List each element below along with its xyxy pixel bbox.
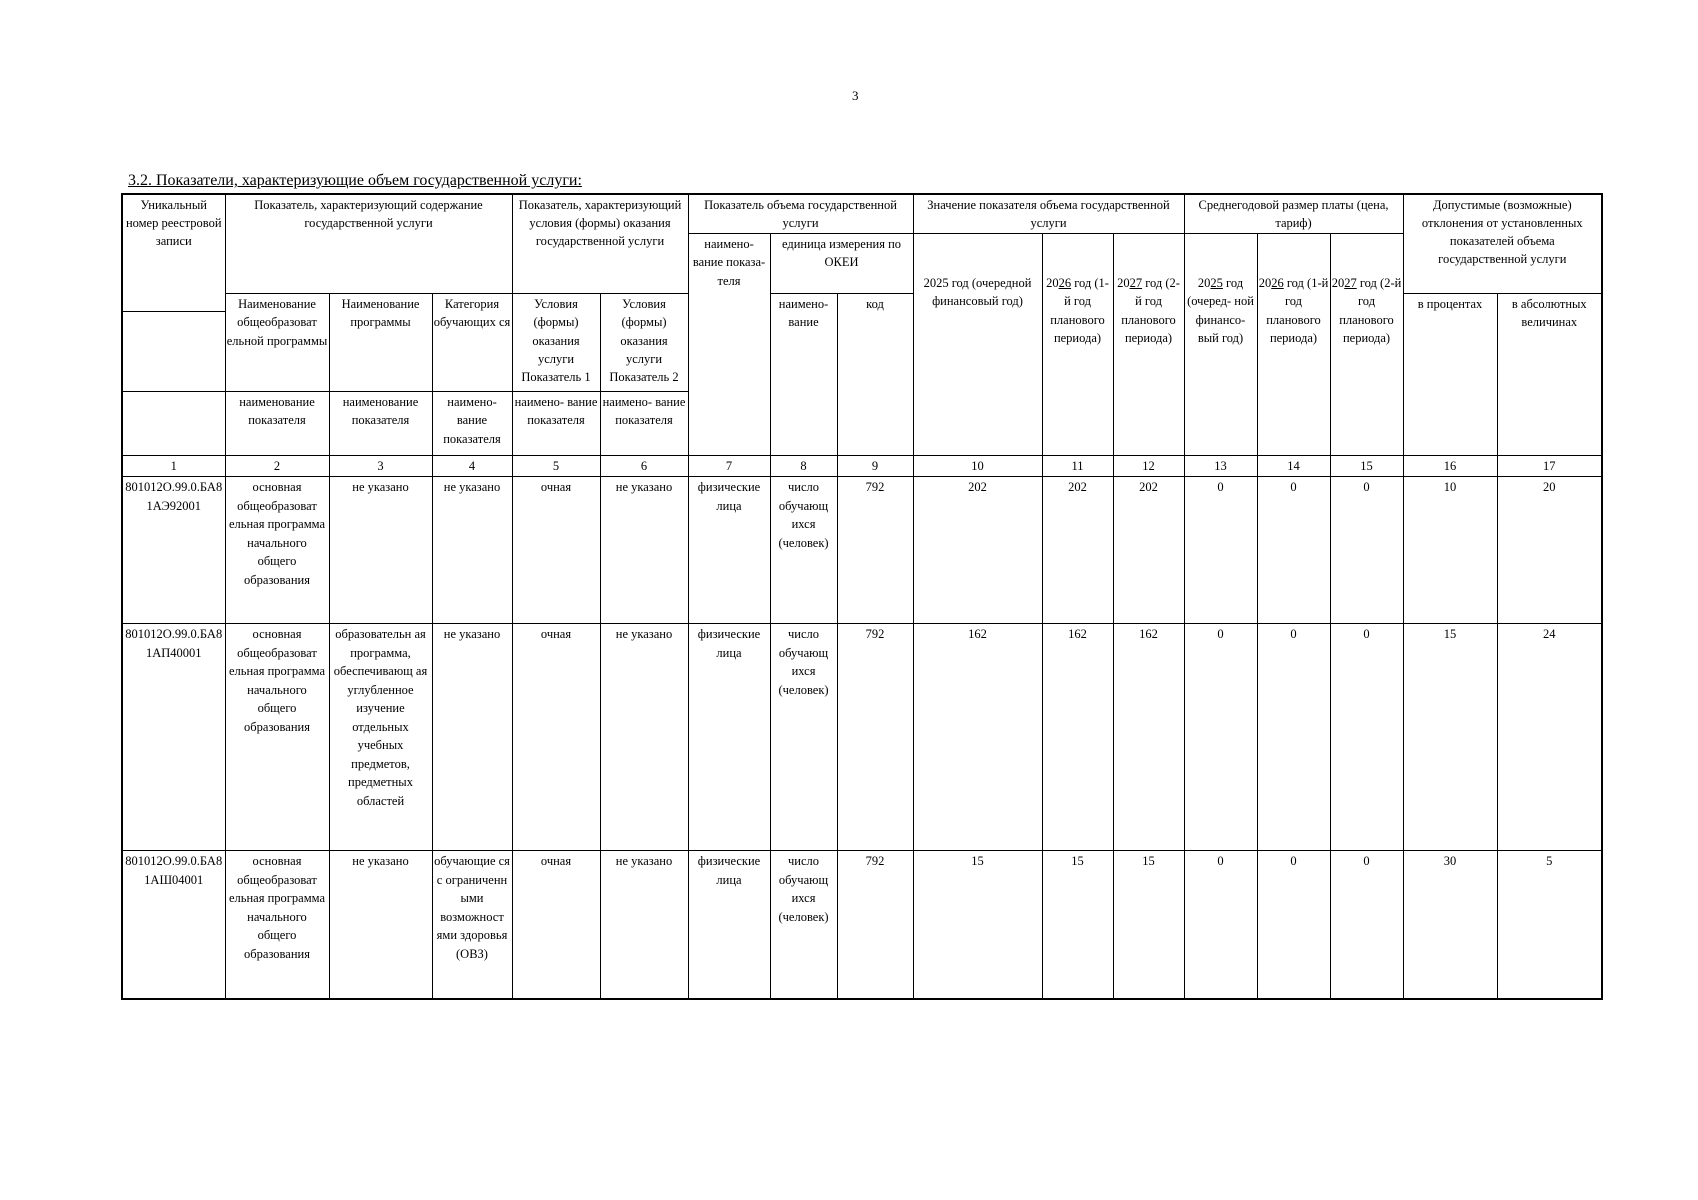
code-cell: 792 bbox=[837, 624, 913, 851]
category-cell: не указано bbox=[432, 477, 512, 624]
header-conditions-indicator: Показатель, характеризующий условия (формы) оказания государственной услуги bbox=[512, 194, 688, 294]
condition-2-cell: не указано bbox=[600, 477, 688, 624]
header-registry-blank-2 bbox=[122, 392, 225, 456]
fee-2025: 0 bbox=[1184, 624, 1257, 851]
value-2026: 202 bbox=[1042, 477, 1113, 624]
code-cell: 792 bbox=[837, 477, 913, 624]
header-name-indicator-6: наимено- вание показателя bbox=[600, 392, 688, 456]
header-year-2027: 2027 год (2-й год планового периода) bbox=[1113, 234, 1184, 456]
fee-2025: 0 bbox=[1184, 477, 1257, 624]
registry-number: 801012О.99.0.БА81АЭ92001 bbox=[122, 477, 225, 624]
deviation-percent: 30 bbox=[1403, 851, 1497, 999]
column-number: 3 bbox=[329, 456, 432, 477]
program-cell: основная общеобразоват ельная программа начального общего образования bbox=[225, 624, 329, 851]
value-2026: 15 bbox=[1042, 851, 1113, 999]
header-percent: в процентах bbox=[1403, 294, 1497, 456]
header-volume-indicator: Показатель объема государственной услуги bbox=[688, 194, 913, 234]
form-cell: очная bbox=[512, 851, 600, 999]
column-number: 5 bbox=[512, 456, 600, 477]
program-cell: основная общеобразоват ельная программа начального общего образования bbox=[225, 477, 329, 624]
program-name-cell: образовательн ая программа, обеспечивающ ая углубленное изучение отдельных учебных предметов, предметных областей bbox=[329, 624, 432, 851]
header-conditions-1: Условия (формы) оказания услуги Показатель 1 bbox=[512, 294, 600, 392]
column-number: 11 bbox=[1042, 456, 1113, 477]
indicator-cell: физические лица bbox=[688, 477, 770, 624]
header-registry-number: Уникальный номер реестровой записи bbox=[122, 194, 225, 312]
form-cell: очная bbox=[512, 477, 600, 624]
header-registry-blank bbox=[122, 312, 225, 392]
unit-cell: число обучающ ихся (человек) bbox=[770, 851, 837, 999]
fee-2027: 0 bbox=[1330, 851, 1403, 999]
header-average-fee: Среднегодовой размер платы (цена, тариф) bbox=[1184, 194, 1403, 234]
header-volume-value: Значение показателя объема государственной услуги bbox=[913, 194, 1184, 234]
header-year-2026: 2026 год (1-й год планового периода) bbox=[1042, 234, 1113, 456]
fee-2027: 0 bbox=[1330, 624, 1403, 851]
header-absolute: в абсолютных величинах bbox=[1497, 294, 1602, 456]
column-number: 2 bbox=[225, 456, 329, 477]
code-cell: 792 bbox=[837, 851, 913, 999]
fee-2027: 0 bbox=[1330, 477, 1403, 624]
column-number: 9 bbox=[837, 456, 913, 477]
header-unit-name: наимено- вание bbox=[770, 294, 837, 456]
header-content-indicator: Показатель, характеризующий содержание государственной услуги bbox=[225, 194, 512, 294]
registry-number: 801012О.99.0.БА81АП40001 bbox=[122, 624, 225, 851]
column-number: 12 bbox=[1113, 456, 1184, 477]
header-name-indicator-5: наимено- вание показателя bbox=[512, 392, 600, 456]
column-number: 17 bbox=[1497, 456, 1602, 477]
form-cell: очная bbox=[512, 624, 600, 851]
value-2027: 162 bbox=[1113, 624, 1184, 851]
category-cell: обучающие ся с ограниченн ыми возможност ями здоровья (ОВЗ) bbox=[432, 851, 512, 999]
column-number: 10 bbox=[913, 456, 1042, 477]
header-indicator-name: наимено- вание показа- теля bbox=[688, 234, 770, 456]
category-cell: не указано bbox=[432, 624, 512, 851]
unit-cell: число обучающ ихся (человек) bbox=[770, 624, 837, 851]
fee-2026: 0 bbox=[1257, 624, 1330, 851]
deviation-absolute: 5 bbox=[1497, 851, 1602, 999]
column-numbers-row bbox=[122, 456, 1602, 477]
value-2027: 15 bbox=[1113, 851, 1184, 999]
deviation-absolute: 24 bbox=[1497, 624, 1602, 851]
header-year-2025: 2025 год (очередной финансовый год) bbox=[913, 234, 1042, 456]
table-row bbox=[122, 624, 1602, 851]
header-name-indicator-2: наименование показателя bbox=[225, 392, 329, 456]
indicator-cell: физические лица bbox=[688, 624, 770, 851]
header-unit-code: код bbox=[837, 294, 913, 456]
table-row bbox=[122, 851, 1602, 999]
value-2027: 202 bbox=[1113, 477, 1184, 624]
fee-2025: 0 bbox=[1184, 851, 1257, 999]
fee-2026: 0 bbox=[1257, 851, 1330, 999]
deviation-percent: 15 bbox=[1403, 624, 1497, 851]
value-2025: 15 bbox=[913, 851, 1042, 999]
header-fee-2026: 2026 год (1-й год планового периода) bbox=[1257, 234, 1330, 456]
table-row bbox=[122, 477, 1602, 624]
unit-cell: число обучающ ихся (человек) bbox=[770, 477, 837, 624]
program-cell: основная общеобразоват ельная программа начального общего образования bbox=[225, 851, 329, 999]
header-fee-2025: 2025 год (очеред- ной финансо- вый год) bbox=[1184, 234, 1257, 456]
value-2025: 202 bbox=[913, 477, 1042, 624]
header-program: Наименование программы bbox=[329, 294, 432, 392]
fee-2026: 0 bbox=[1257, 477, 1330, 624]
service-volume-table bbox=[121, 193, 1603, 1000]
column-number: 15 bbox=[1330, 456, 1403, 477]
section-title: 3.2. Показатели, характеризующие объем государственной услуги: bbox=[128, 172, 582, 189]
header-unit-okei: единица измерения по ОКЕИ bbox=[770, 234, 913, 294]
indicator-cell: физические лица bbox=[688, 851, 770, 999]
value-2026: 162 bbox=[1042, 624, 1113, 851]
header-name-indicator-4: наимено- вание показателя bbox=[432, 392, 512, 456]
header-fee-2027: 2027 год (2-й год планового периода) bbox=[1330, 234, 1403, 456]
column-number: 6 bbox=[600, 456, 688, 477]
header-conditions-2: Условия (формы) оказания услуги Показатель 2 bbox=[600, 294, 688, 392]
header-program-name: Наименование общеобразоват ельной программы bbox=[225, 294, 329, 392]
deviation-percent: 10 bbox=[1403, 477, 1497, 624]
column-number: 8 bbox=[770, 456, 837, 477]
registry-number: 801012О.99.0.БА81АШ04001 bbox=[122, 851, 225, 999]
condition-2-cell: не указано bbox=[600, 851, 688, 999]
page-number: 3 bbox=[852, 88, 859, 103]
program-name-cell: не указано bbox=[329, 477, 432, 624]
column-number: 14 bbox=[1257, 456, 1330, 477]
column-number: 1 bbox=[122, 456, 225, 477]
value-2025: 162 bbox=[913, 624, 1042, 851]
column-number: 13 bbox=[1184, 456, 1257, 477]
condition-2-cell: не указано bbox=[600, 624, 688, 851]
column-number: 16 bbox=[1403, 456, 1497, 477]
header-name-indicator-3: наименование показателя bbox=[329, 392, 432, 456]
column-number: 7 bbox=[688, 456, 770, 477]
column-number: 4 bbox=[432, 456, 512, 477]
header-category: Категория обучающих ся bbox=[432, 294, 512, 392]
header-allowed-deviations: Допустимые (возможные) отклонения от установленных показателей объема государственной услуги bbox=[1403, 194, 1602, 294]
deviation-absolute: 20 bbox=[1497, 477, 1602, 624]
program-name-cell: не указано bbox=[329, 851, 432, 999]
